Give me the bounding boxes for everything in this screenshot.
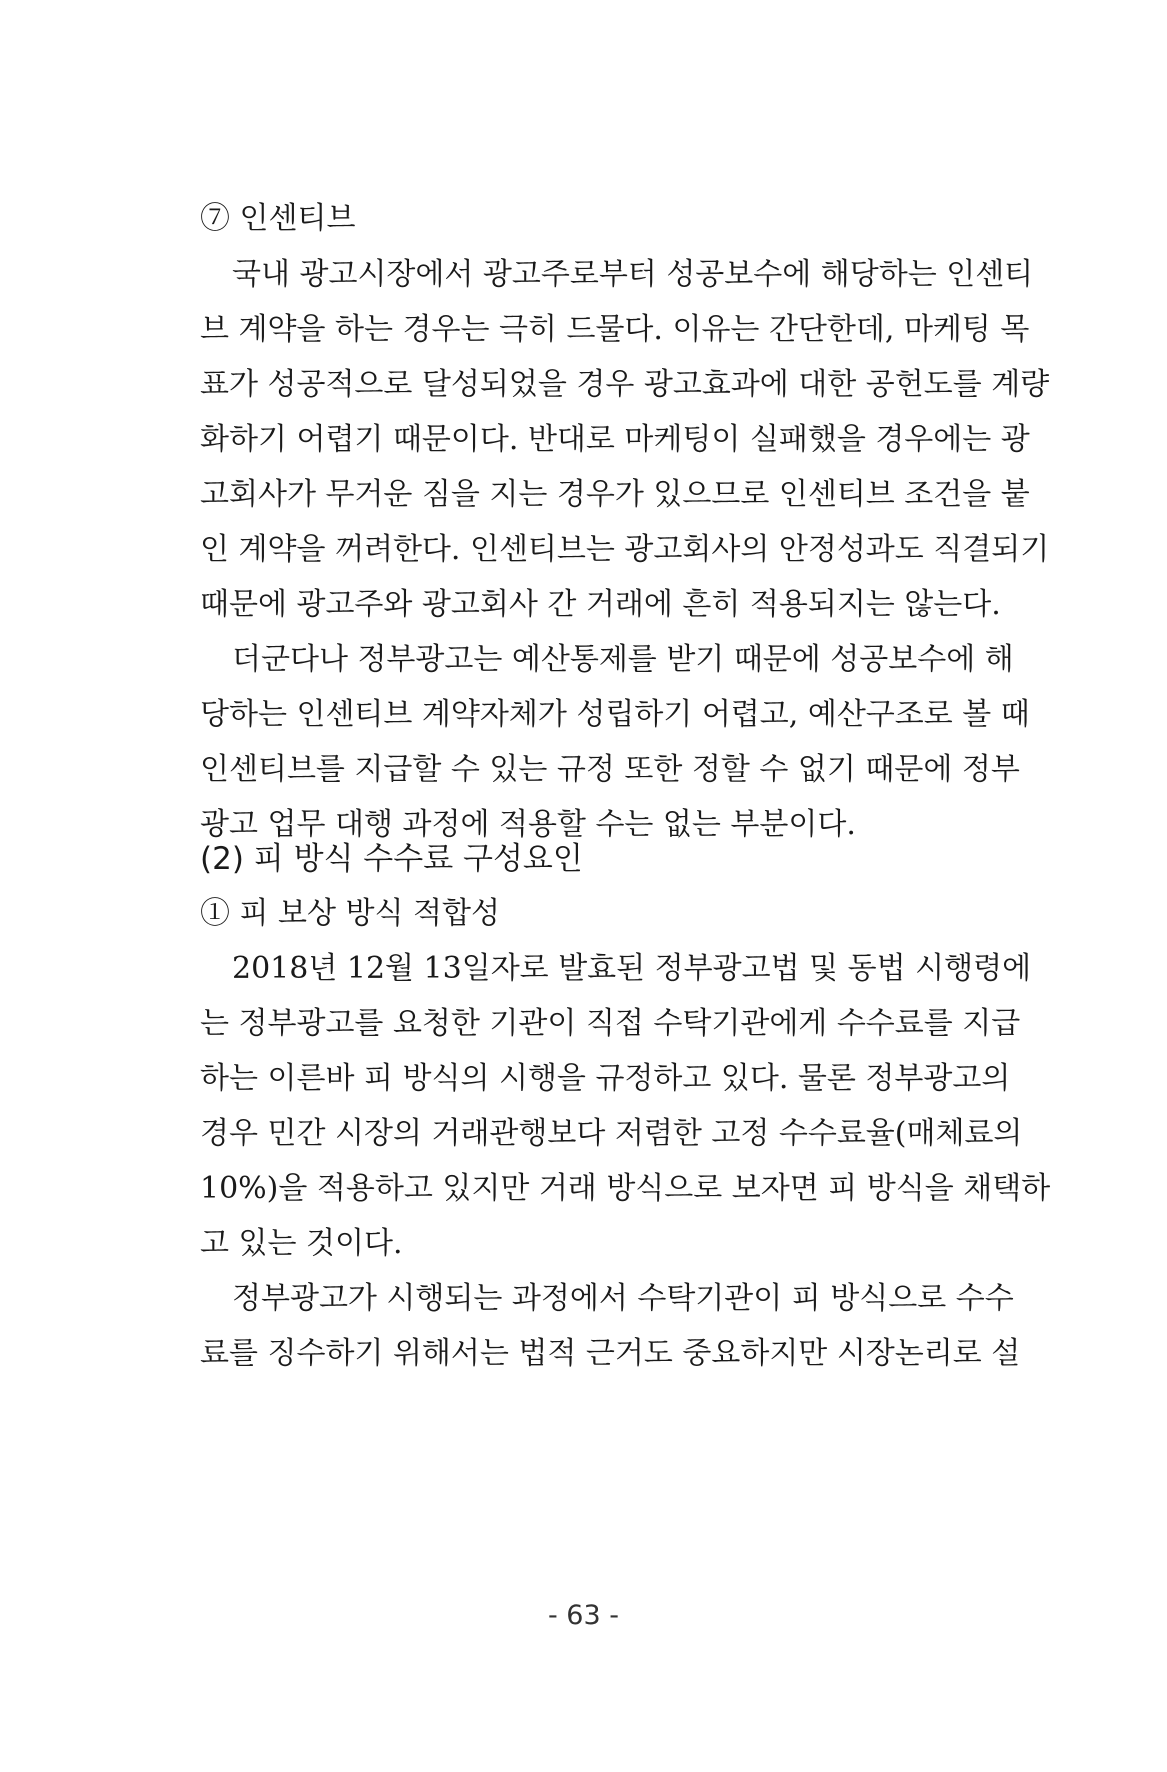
text-line: 10%)을 적용하고 있지만 거래 방식으로 보자면 피 방식을 채택하 bbox=[200, 1171, 1051, 1206]
text-line: 당하는 인센티브 계약자체가 성립하기 어렵고, 예산구조로 볼 때 bbox=[200, 697, 1030, 732]
text-line: 고회사가 무거운 짐을 지는 경우가 있으므로 인센티브 조건을 붙 bbox=[200, 477, 1030, 512]
text-line: 때문에 광고주와 광고회사 간 거래에 흔히 적용되지는 않는다. bbox=[200, 587, 1001, 622]
text-line: 표가 성공적으로 달성되었을 경우 광고효과에 대한 공헌도를 계량 bbox=[200, 367, 1050, 402]
subsection-heading: ① 피 보상 방식 적합성 bbox=[200, 896, 500, 931]
text-line: 고 있는 것이다. bbox=[200, 1226, 403, 1261]
section-heading: ⑦ 인센티브 bbox=[200, 201, 356, 236]
text-line: 경우 민간 시장의 거래관행보다 저렴한 고정 수수료율(매체료의 bbox=[200, 1116, 1023, 1151]
text-line: 브 계약을 하는 경우는 극히 드물다. 이유는 간단한데, 마케팅 목 bbox=[200, 312, 1030, 347]
page-number: - 63 - bbox=[547, 1600, 619, 1631]
text-line: 는 정부광고를 요청한 기관이 직접 수탁기관에게 수수료를 지급 bbox=[200, 1006, 1021, 1041]
text-line: 화하기 어렵기 때문이다. 반대로 마케팅이 실패했을 경우에는 광 bbox=[200, 422, 1030, 457]
text-line: 2018년 12월 13일자로 발효된 정부광고법 및 동법 시행령에 bbox=[232, 951, 1032, 986]
text-line: 국내 광고시장에서 광고주로부터 성공보수에 해당하는 인센티 bbox=[232, 257, 1034, 292]
text-line: 정부광고가 시행되는 과정에서 수탁기관이 피 방식으로 수수 bbox=[232, 1281, 1014, 1316]
text-line: 광고 업무 대행 과정에 적용할 수는 없는 부분이다. bbox=[200, 807, 856, 842]
text-line: 하는 이른바 피 방식의 시행을 규정하고 있다. 물론 정부광고의 bbox=[200, 1061, 1011, 1096]
text-line: 인센티브를 지급할 수 있는 규정 또한 정할 수 없기 때문에 정부 bbox=[200, 752, 1020, 787]
text-line: 더군다나 정부광고는 예산통제를 받기 때문에 성공보수에 해 bbox=[232, 642, 1014, 677]
text-line: 인 계약을 꺼려한다. 인센티브는 광고회사의 안정성과도 직결되기 bbox=[200, 532, 1050, 567]
section-heading: (2) 피 방식 수수료 구성요인 bbox=[200, 841, 583, 877]
text-line: 료를 징수하기 위해서는 법적 근거도 중요하지만 시장논리로 설 bbox=[200, 1336, 1021, 1371]
